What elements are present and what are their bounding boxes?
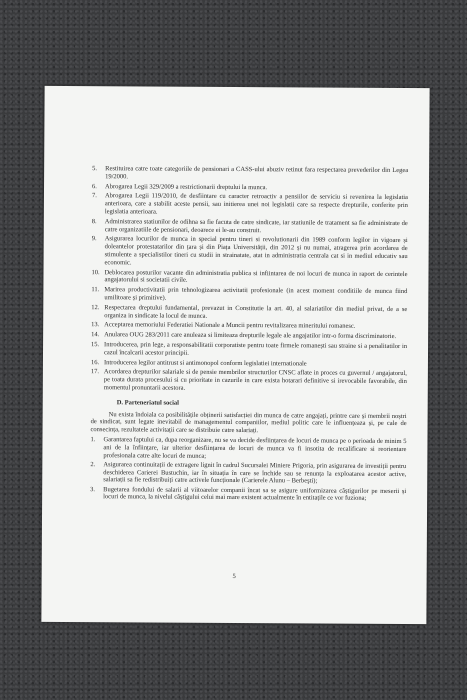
list-item: 16. Introducerea legilor antitrust si antimonopol conform legislatiei internationale	[90, 358, 307, 367]
list-item: 8. Administrarea statiunilor de odihna sa fie facuta de catre sindicate, iar statiunile de tratament sa fie administrate de catre organizatiile de pensionari, deoarece ei le-au construit.	[91, 217, 408, 234]
list-item: 12. Respectarea dreptului fundamental, prevazut in Constitutie la art. 40, al salariatilor din mediul privat, de a se organiza in sindicate la locul de munca.	[91, 303, 408, 320]
list-item: 13. Acceptarea memoriului Federatiei Nationale a Muncii pentru revitalizarea mineritului romanesc.	[91, 321, 356, 331]
document-page	[41, 86, 429, 624]
list-item: 10. Deblocarea posturilor vacante din administratia publica si infiintarea de noi locuri de munca in raport de cerintele angajatorului si societatii civile.	[91, 268, 408, 285]
list-item: 14. Anularea OUG 283/2011 care anuleaza si limiteaza drepturile legale ale angajatilor intr-o forma discriminatorie.	[91, 331, 397, 341]
document-body	[90, 165, 408, 505]
list-item: 1. Garantarea faptului ca, dupa reorganizare, nu se va decide desființarea de locuri de munca pe o perioada de minim 5 ani de la înființare, iar ulterior desființarea de locuri de munca va fi insotita de recalificare si reorientare profesionala catre alte locuri de munca;	[90, 436, 407, 460]
list-item: 6. Abrogarea Legii 329/2009 a restrictionarii dreptului la munca.	[92, 182, 268, 191]
partnership-list	[90, 436, 406, 503]
list-item: 11. Marirea productivitatii prin tehnologizarea activitatii profesionale (in acest moment conditiile de munca fiind umilitoare și primitive).	[91, 286, 408, 302]
demands-list	[91, 165, 408, 394]
page-number: 5	[232, 572, 236, 581]
list-item: 2. Asigurarea continuitații de extragere lignit în cadrul Sucursalei Miniere Prigoria, prin asigurarea de investiții pentru deschiderea Carierei Bustuchin, iar în situația în care se închide sau se renunța la exploatarea acestor active, salariații sa fie redistribuiți catre activele funcționale (Carierele Alunu – Berbeşti);	[90, 460, 407, 485]
list-item: 5. Restituirea catre toate categoriile de pensionari a CASS-ului abuziv retinut fara respectarea prevederilor din Legea 19/2000.	[92, 165, 409, 181]
list-item: 15. Introducerea, prin lege, a responsabilitatii corporatiste pentru toate firmele romanești sau straine si a penalitatilor in cazul încalcarii acestor principii.	[91, 341, 408, 357]
list-item: 3. Bugetarea fondului de salarii al viitoarelor companii încat sa se asigure uniformizarea câștigurilor pe meserii și locuri de munca, la nivelul câștigului celui mai mare existent actualmente în entitațile ce vor fuziona;	[90, 485, 407, 503]
list-item: 7. Abrogarea Legii 119/2010, de desfiintare cu caracter retroactiv a pensiilor de serviciu si revenirea la legislatia anterioara, care a stabilit aceste pensii, sau initierea unei noi legislatii care sa respecte drepturile, conferite prin legislatia anterioara.	[91, 192, 408, 216]
section-title: D. Parteneriatul social	[116, 398, 180, 407]
intro-paragraph: Nu exista îndoiala ca posibilitățile obținerii satisfacției din munca de catre angajați, printre care și membrii noștri de sindicat, sunt legate inevitabil de managementul companiilor, mediul politic care le influențeaza și, pe cale de consecința, rezultatele activitații care se distribuie catre salariați.	[90, 410, 407, 435]
list-item: 9. Asigurarea locurilor de munca in special pentru tineri si revolutionarii din 1989 conform legilor in vigoare și doleantelor protestatarilor din țara și din Piața Universității, din 2012 și nu numai, atragerea prin acordarea de stimulente a specialistilor tineri cu studii in strainatate, atat in administratia centrala cat si in mediul educativ sau economic.	[91, 235, 408, 267]
list-item: 17. Acordarea drepturilor salariale si de pensie membrilor structurilor CNSC aflate in proces cu guvernul / angajatorul, pe toata durata procesului si cu prioritate in cazurile in care exista hotarari definitive si irevocabile favorabile, din momentul pronuntarii acestora.	[90, 368, 407, 392]
